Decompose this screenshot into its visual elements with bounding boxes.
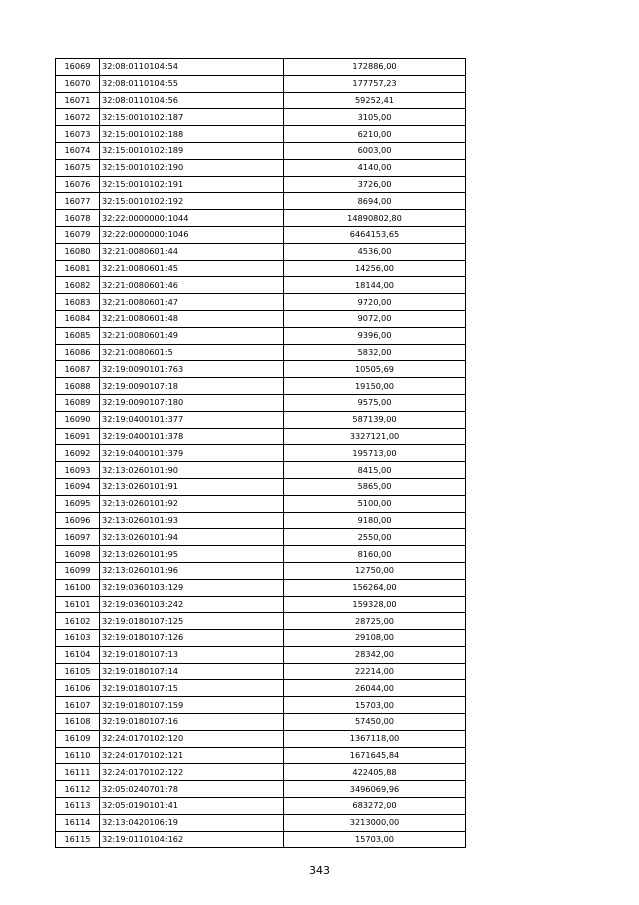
- table-row: [56, 646, 466, 663]
- table-row: [56, 747, 466, 764]
- row-number-cell: 16072: [56, 109, 100, 126]
- table-row: [56, 394, 466, 411]
- row-number-cell: 16095: [56, 495, 100, 512]
- value-cell: 195713,00: [284, 445, 466, 462]
- value-cell: 8694,00: [284, 193, 466, 210]
- row-number-cell: 16115: [56, 831, 100, 848]
- row-number-cell: 16088: [56, 378, 100, 395]
- value-cell: 9396,00: [284, 327, 466, 344]
- table-row: [56, 781, 466, 798]
- row-number-cell: 16113: [56, 798, 100, 815]
- cadastral-number-cell: 32:21:0080601:44: [100, 243, 284, 260]
- cadastral-number-cell: 32:19:0090101:763: [100, 361, 284, 378]
- cadastral-number-cell: 32:19:0180107:13: [100, 646, 284, 663]
- table-row: [56, 411, 466, 428]
- table-row: [56, 142, 466, 159]
- row-number-cell: 16089: [56, 394, 100, 411]
- cadastral-number-cell: 32:19:0360103:129: [100, 579, 284, 596]
- value-cell: 28342,00: [284, 646, 466, 663]
- value-cell: 4140,00: [284, 159, 466, 176]
- cadastral-number-cell: 32:19:0180107:14: [100, 663, 284, 680]
- table-row: [56, 210, 466, 227]
- value-cell: 59252,41: [284, 92, 466, 109]
- row-number-cell: 16090: [56, 411, 100, 428]
- cadastral-number-cell: 32:13:0260101:93: [100, 512, 284, 529]
- table-row: [56, 260, 466, 277]
- cadastral-number-cell: 32:19:0400101:379: [100, 445, 284, 462]
- cadastral-number-cell: 32:19:0360103:242: [100, 596, 284, 613]
- value-cell: 19150,00: [284, 378, 466, 395]
- value-cell: 1367118,00: [284, 730, 466, 747]
- table-row: [56, 512, 466, 529]
- table-row: [56, 663, 466, 680]
- value-cell: 22214,00: [284, 663, 466, 680]
- cadastral-number-cell: 32:21:0080601:5: [100, 344, 284, 361]
- value-cell: 422405,88: [284, 764, 466, 781]
- value-cell: 18144,00: [284, 277, 466, 294]
- cadastral-number-cell: 32:05:0190101:41: [100, 798, 284, 815]
- value-cell: 177757,23: [284, 75, 466, 92]
- row-number-cell: 16083: [56, 294, 100, 311]
- table-row: [56, 75, 466, 92]
- row-number-cell: 16079: [56, 226, 100, 243]
- value-cell: 6464153,65: [284, 226, 466, 243]
- table-row: [56, 361, 466, 378]
- row-number-cell: 16071: [56, 92, 100, 109]
- table-row: [56, 680, 466, 697]
- cadastral-number-cell: 32:19:0180107:126: [100, 630, 284, 647]
- value-cell: 15703,00: [284, 697, 466, 714]
- value-cell: 28725,00: [284, 613, 466, 630]
- cadastral-number-cell: 32:08:0110104:54: [100, 59, 284, 76]
- table-row: [56, 596, 466, 613]
- value-cell: 57450,00: [284, 714, 466, 731]
- row-number-cell: 16085: [56, 327, 100, 344]
- value-cell: 4536,00: [284, 243, 466, 260]
- value-cell: 2550,00: [284, 529, 466, 546]
- value-cell: 5865,00: [284, 478, 466, 495]
- table-row: [56, 697, 466, 714]
- cadastral-number-cell: 32:19:0180107:125: [100, 613, 284, 630]
- value-cell: 3105,00: [284, 109, 466, 126]
- cadastral-number-cell: 32:19:0090107:18: [100, 378, 284, 395]
- value-cell: 29108,00: [284, 630, 466, 647]
- cadastral-number-cell: 32:13:0260101:92: [100, 495, 284, 512]
- row-number-cell: 16109: [56, 730, 100, 747]
- cadastral-number-cell: 32:13:0260101:91: [100, 478, 284, 495]
- cadastral-number-cell: 32:22:0000000:1044: [100, 210, 284, 227]
- cadastral-number-cell: 32:15:0010102:189: [100, 142, 284, 159]
- value-cell: 3496069,96: [284, 781, 466, 798]
- row-number-cell: 16101: [56, 596, 100, 613]
- table-row: [56, 294, 466, 311]
- table-row: [56, 428, 466, 445]
- cadastral-number-cell: 32:19:0400101:378: [100, 428, 284, 445]
- value-cell: 156264,00: [284, 579, 466, 596]
- table-row: [56, 529, 466, 546]
- cadastral-number-cell: 32:15:0010102:192: [100, 193, 284, 210]
- cadastral-number-cell: 32:21:0080601:47: [100, 294, 284, 311]
- cadastral-number-cell: 32:15:0010102:191: [100, 176, 284, 193]
- table-row: [56, 126, 466, 143]
- table-row: [56, 92, 466, 109]
- cadastral-number-cell: 32:22:0000000:1046: [100, 226, 284, 243]
- row-number-cell: 16106: [56, 680, 100, 697]
- cadastral-number-cell: 32:19:0090107:180: [100, 394, 284, 411]
- value-cell: 3726,00: [284, 176, 466, 193]
- cadastral-number-cell: 32:19:0180107:15: [100, 680, 284, 697]
- row-number-cell: 16077: [56, 193, 100, 210]
- cadastral-number-cell: 32:21:0080601:46: [100, 277, 284, 294]
- cadastral-number-cell: 32:15:0010102:188: [100, 126, 284, 143]
- row-number-cell: 16103: [56, 630, 100, 647]
- value-cell: 172886,00: [284, 59, 466, 76]
- value-cell: 587139,00: [284, 411, 466, 428]
- cadastral-number-cell: 32:19:0400101:377: [100, 411, 284, 428]
- table-row: [56, 562, 466, 579]
- value-cell: 683272,00: [284, 798, 466, 815]
- table-row: [56, 310, 466, 327]
- table-row: [56, 831, 466, 848]
- table-row: [56, 176, 466, 193]
- value-cell: 9180,00: [284, 512, 466, 529]
- row-number-cell: 16097: [56, 529, 100, 546]
- value-cell: 6210,00: [284, 126, 466, 143]
- row-number-cell: 16080: [56, 243, 100, 260]
- cadastral-number-cell: 32:13:0260101:95: [100, 546, 284, 563]
- row-number-cell: 16104: [56, 646, 100, 663]
- table-row: [56, 445, 466, 462]
- row-number-cell: 16091: [56, 428, 100, 445]
- value-cell: 9720,00: [284, 294, 466, 311]
- cadastral-number-cell: 32:21:0080601:45: [100, 260, 284, 277]
- table-row: [56, 613, 466, 630]
- cadastral-number-cell: 32:08:0110104:55: [100, 75, 284, 92]
- table-row: [56, 159, 466, 176]
- cadastral-number-cell: 32:24:0170102:120: [100, 730, 284, 747]
- value-cell: 5832,00: [284, 344, 466, 361]
- cadastral-number-cell: 32:19:0180107:159: [100, 697, 284, 714]
- table-row: [56, 59, 466, 76]
- row-number-cell: 16111: [56, 764, 100, 781]
- row-number-cell: 16093: [56, 462, 100, 479]
- cadastral-number-cell: 32:19:0180107:16: [100, 714, 284, 731]
- table-row: [56, 764, 466, 781]
- row-number-cell: 16099: [56, 562, 100, 579]
- value-cell: 3213000,00: [284, 814, 466, 831]
- value-cell: 6003,00: [284, 142, 466, 159]
- row-number-cell: 16092: [56, 445, 100, 462]
- value-cell: 15703,00: [284, 831, 466, 848]
- value-cell: 159328,00: [284, 596, 466, 613]
- table-row: [56, 109, 466, 126]
- cadastral-number-cell: 32:05:0240701:78: [100, 781, 284, 798]
- row-number-cell: 16112: [56, 781, 100, 798]
- cadastral-number-cell: 32:13:0260101:90: [100, 462, 284, 479]
- value-cell: 14256,00: [284, 260, 466, 277]
- row-number-cell: 16086: [56, 344, 100, 361]
- cadastral-number-cell: 32:21:0080601:49: [100, 327, 284, 344]
- table-row: [56, 630, 466, 647]
- table-row: [56, 462, 466, 479]
- table-row: [56, 243, 466, 260]
- value-cell: 1671645,84: [284, 747, 466, 764]
- cadastral-number-cell: 32:15:0010102:190: [100, 159, 284, 176]
- table-row: [56, 226, 466, 243]
- cadastral-number-cell: 32:24:0170102:121: [100, 747, 284, 764]
- table-row: [56, 798, 466, 815]
- row-number-cell: 16076: [56, 176, 100, 193]
- table-row: [56, 730, 466, 747]
- value-cell: 8160,00: [284, 546, 466, 563]
- table-row: [56, 495, 466, 512]
- row-number-cell: 16069: [56, 59, 100, 76]
- row-number-cell: 16081: [56, 260, 100, 277]
- row-number-cell: 16070: [56, 75, 100, 92]
- row-number-cell: 16108: [56, 714, 100, 731]
- row-number-cell: 16110: [56, 747, 100, 764]
- table-row: [56, 546, 466, 563]
- cadastral-number-cell: 32:15:0010102:187: [100, 109, 284, 126]
- row-number-cell: 16074: [56, 142, 100, 159]
- data-table: [55, 58, 466, 848]
- value-cell: 9575,00: [284, 394, 466, 411]
- table-row: [56, 579, 466, 596]
- value-cell: 14890802,80: [284, 210, 466, 227]
- value-cell: 3327121,00: [284, 428, 466, 445]
- table-row: [56, 814, 466, 831]
- cadastral-number-cell: 32:21:0080601:48: [100, 310, 284, 327]
- value-cell: 10505,69: [284, 361, 466, 378]
- table-row: [56, 277, 466, 294]
- cadastral-number-cell: 32:13:0260101:96: [100, 562, 284, 579]
- value-cell: 9072,00: [284, 310, 466, 327]
- row-number-cell: 16082: [56, 277, 100, 294]
- row-number-cell: 16100: [56, 579, 100, 596]
- value-cell: 8415,00: [284, 462, 466, 479]
- cadastral-number-cell: 32:08:0110104:56: [100, 92, 284, 109]
- table-row: [56, 478, 466, 495]
- table-row: [56, 327, 466, 344]
- value-cell: 12750,00: [284, 562, 466, 579]
- row-number-cell: 16075: [56, 159, 100, 176]
- table-row: [56, 344, 466, 361]
- cadastral-number-cell: 32:24:0170102:122: [100, 764, 284, 781]
- cadastral-number-cell: 32:13:0420106:19: [100, 814, 284, 831]
- row-number-cell: 16094: [56, 478, 100, 495]
- row-number-cell: 16087: [56, 361, 100, 378]
- cadastral-number-cell: 32:13:0260101:94: [100, 529, 284, 546]
- table-row: [56, 714, 466, 731]
- row-number-cell: 16105: [56, 663, 100, 680]
- page-number: 343: [309, 864, 330, 877]
- table-row: [56, 193, 466, 210]
- row-number-cell: 16073: [56, 126, 100, 143]
- row-number-cell: 16084: [56, 310, 100, 327]
- row-number-cell: 16102: [56, 613, 100, 630]
- value-cell: 26044,00: [284, 680, 466, 697]
- row-number-cell: 16098: [56, 546, 100, 563]
- cadastral-number-cell: 32:19:0110104:162: [100, 831, 284, 848]
- row-number-cell: 16114: [56, 814, 100, 831]
- row-number-cell: 16107: [56, 697, 100, 714]
- row-number-cell: 16078: [56, 210, 100, 227]
- value-cell: 5100,00: [284, 495, 466, 512]
- table-row: [56, 378, 466, 395]
- table-body: [56, 59, 466, 848]
- row-number-cell: 16096: [56, 512, 100, 529]
